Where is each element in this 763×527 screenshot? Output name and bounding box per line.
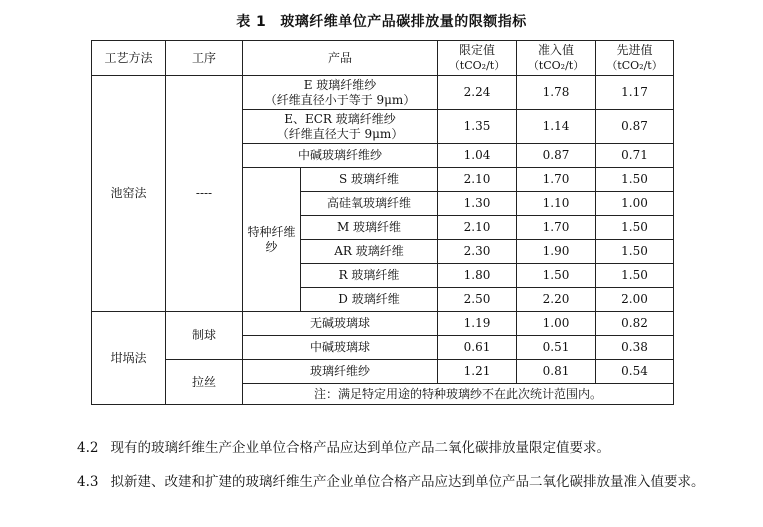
entry-cell: 0.87 — [517, 144, 596, 168]
product-cell: 中碱玻璃纤维纱 — [243, 144, 438, 168]
table-title — [0, 11, 763, 31]
entry-cell: 1.78 — [517, 76, 596, 110]
advanced-cell: 1.50 — [596, 168, 674, 192]
product-cell: S 玻璃纤维 — [301, 168, 438, 192]
limit-cell: 1.19 — [438, 312, 517, 336]
table-number: 表 1 — [236, 14, 267, 30]
limit-cell: 2.30 — [438, 240, 517, 264]
header-method: 工艺方法 — [92, 41, 166, 76]
header-advanced-unit: （tCO₂/t） — [606, 59, 663, 72]
clause-text: 拟新建、改建和扩建的玻璃纤维生产企业单位合格产品应达到单位产品二氧化碳排放量准入值要求。 — [110, 474, 705, 490]
method-crucible: 坩埚法 — [92, 312, 166, 405]
entry-cell: 1.10 — [517, 192, 596, 216]
product-cell: 玻璃纤维纱 — [243, 360, 438, 384]
paragraph-4-2 — [77, 436, 717, 460]
limit-cell: 2.10 — [438, 168, 517, 192]
entry-cell: 1.00 — [517, 312, 596, 336]
limit-cell: 1.21 — [438, 360, 517, 384]
product-cell: M 玻璃纤维 — [301, 216, 438, 240]
advanced-cell: 0.82 — [596, 312, 674, 336]
product-cell: 无碱玻璃球 — [243, 312, 438, 336]
header-advanced: 先进值 （tCO₂/t） — [596, 41, 674, 76]
product-cell: E、ECR 玻璃纤维纱 （纤维直径大于 9μm） — [243, 110, 438, 144]
advanced-cell: 1.50 — [596, 240, 674, 264]
product-cell: AR 玻璃纤维 — [301, 240, 438, 264]
header-limit: 限定值 （tCO₂/t） — [438, 41, 517, 76]
process-ball: 制球 — [166, 312, 243, 360]
advanced-cell: 0.71 — [596, 144, 674, 168]
limit-cell: 2.10 — [438, 216, 517, 240]
advanced-cell: 0.87 — [596, 110, 674, 144]
product-cell: 高硅氧玻璃纤维 — [301, 192, 438, 216]
advanced-cell: 1.00 — [596, 192, 674, 216]
limit-cell: 1.35 — [438, 110, 517, 144]
product-cell: D 玻璃纤维 — [301, 288, 438, 312]
table-row — [92, 76, 674, 110]
entry-cell: 1.70 — [517, 168, 596, 192]
entry-cell: 1.14 — [517, 110, 596, 144]
entry-cell: 1.50 — [517, 264, 596, 288]
table-title-text: 玻璃纤维单位产品碳排放量的限额指标 — [280, 14, 527, 30]
entry-cell: 0.81 — [517, 360, 596, 384]
limit-cell: 2.50 — [438, 288, 517, 312]
table-row — [92, 312, 674, 336]
advanced-cell: 1.17 — [596, 76, 674, 110]
table-row — [92, 360, 674, 384]
advanced-cell: 0.38 — [596, 336, 674, 360]
method-tank: 池窑法 — [92, 76, 166, 312]
table-note: 注：满足特定用途的特种玻璃纱不在此次统计范围内。 — [243, 384, 674, 405]
limit-cell: 0.61 — [438, 336, 517, 360]
header-entry: 准入值 （tCO₂/t） — [517, 41, 596, 76]
entry-cell: 0.51 — [517, 336, 596, 360]
clause-text: 现有的玻璃纤维生产企业单位合格产品应达到单位产品二氧化碳排放量限定值要求。 — [110, 440, 610, 456]
limit-cell: 1.80 — [438, 264, 517, 288]
process-draw: 拉丝 — [166, 360, 243, 405]
entry-cell: 2.20 — [517, 288, 596, 312]
header-limit-unit: （tCO₂/t） — [448, 59, 506, 72]
limits-table — [91, 40, 674, 405]
limit-cell: 1.30 — [438, 192, 517, 216]
clause-number: 4.2 — [77, 440, 99, 456]
entry-cell: 1.90 — [517, 240, 596, 264]
limit-cell: 2.24 — [438, 76, 517, 110]
advanced-cell: 1.50 — [596, 216, 674, 240]
advanced-cell: 2.00 — [596, 288, 674, 312]
header-row — [92, 41, 674, 76]
entry-cell: 1.70 — [517, 216, 596, 240]
process-tank: ---- — [166, 76, 243, 312]
clause-number: 4.3 — [77, 474, 99, 490]
advanced-cell: 0.54 — [596, 360, 674, 384]
advanced-cell: 1.50 — [596, 264, 674, 288]
product-cell: 中碱玻璃球 — [243, 336, 438, 360]
paragraph-4-3 — [77, 470, 717, 494]
limit-cell: 1.04 — [438, 144, 517, 168]
header-entry-unit: （tCO₂/t） — [527, 59, 585, 72]
product-cell: E 玻璃纤维纱 （纤维直径小于等于 9μm） — [243, 76, 438, 110]
header-product: 产品 — [243, 41, 438, 76]
product-cell: R 玻璃纤维 — [301, 264, 438, 288]
special-fiber-group: 特种纤维纱 — [243, 168, 301, 312]
header-process: 工序 — [166, 41, 243, 76]
